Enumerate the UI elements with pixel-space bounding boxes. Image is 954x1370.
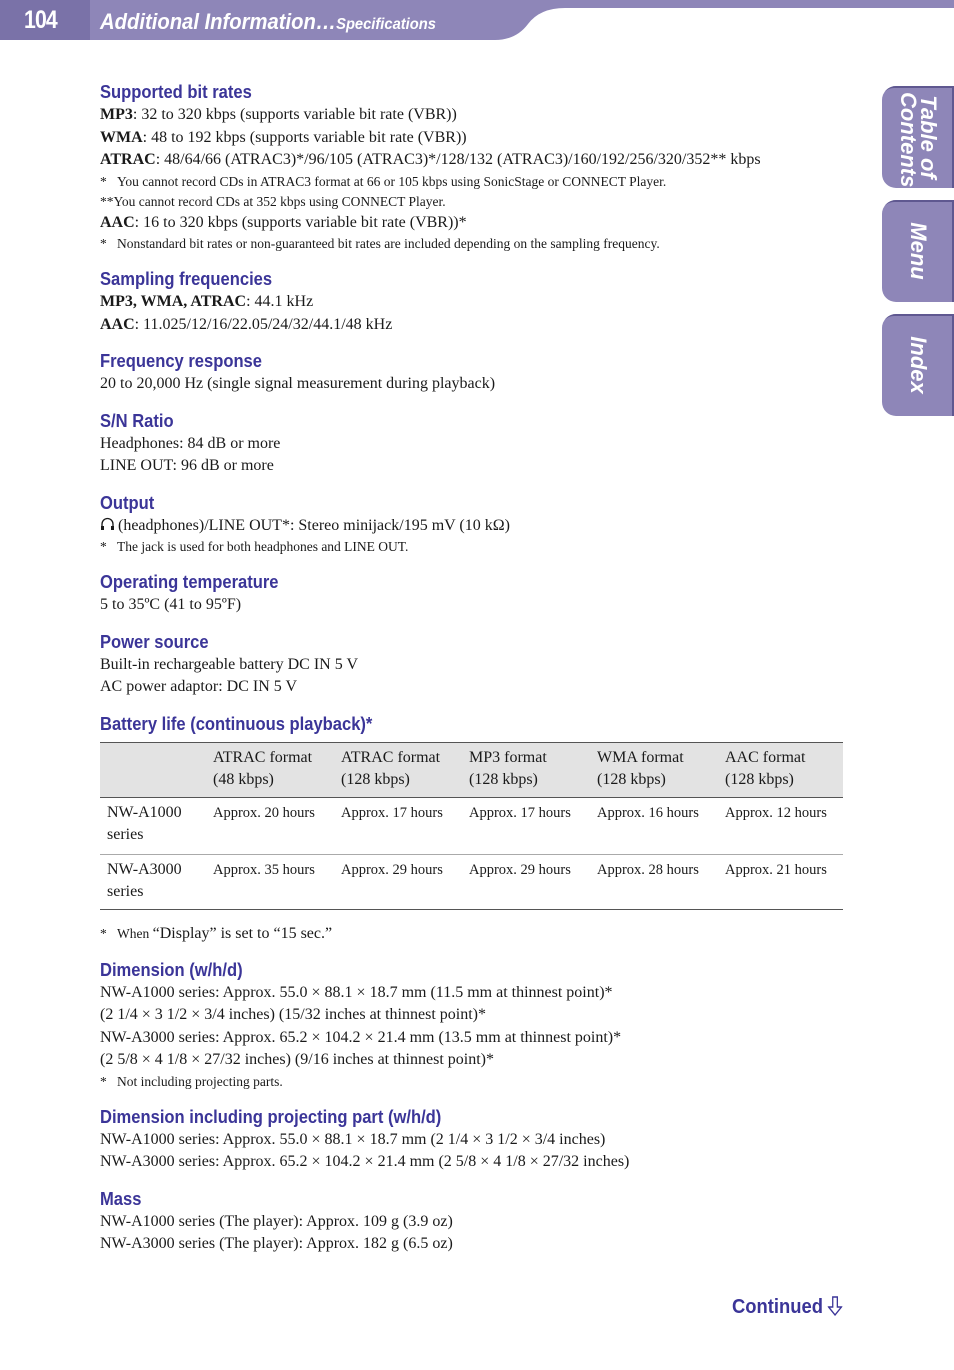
table-cell: Approx. 20 hours [206, 797, 334, 854]
footnote-text: You cannot record CDs at 352 kbps using CONNECT Player. [113, 193, 446, 209]
spec-line: NW-A1000 series: Approx. 55.0 × 88.1 × 18.7 mm (11.5 mm at thinnest point)* [100, 983, 613, 1001]
tab-table-of-contents[interactable] [882, 86, 954, 188]
footnote-mark: * [100, 539, 107, 554]
spec-line: NW-A3000 series: Approx. 65.2 × 104.2 × 21.4 mm (13.5 mm at thinnest point)* [100, 1028, 622, 1046]
spec-key: ATRAC [100, 151, 156, 168]
table-cell: Approx. 17 hours [334, 797, 462, 854]
page-number: 104 [24, 6, 57, 34]
footnote-mark: * [100, 236, 107, 251]
table-header-row [100, 742, 843, 797]
footnote-mark: * [100, 173, 107, 189]
section-heading: Output [100, 492, 155, 513]
spec-line: NW-A3000 series: Approx. 65.2 × 104.2 × 21.4 mm (2 5/8 × 4 1/8 × 27/32 inches) [100, 1153, 630, 1170]
spec-value: : 48 to 192 kbps (supports variable bit rate (VBR)) [142, 128, 467, 146]
spec-line: NW-A1000 series (The player): Approx. 109 g (3.9 oz) [100, 1212, 453, 1230]
table-cell: Approx. 17 hours [462, 797, 590, 854]
spec-line: AC power adaptor: DC IN 5 V [100, 678, 298, 695]
section-heading: Frequency response [100, 351, 262, 371]
table-cell: Approx. 29 hours [334, 854, 462, 909]
spec-value: : 16 to 320 kbps (supports variable bit rate (VBR))* [134, 213, 467, 231]
spec-line [100, 104, 845, 127]
section-operating-temperature [100, 570, 845, 617]
footnote-mark: * [100, 1073, 107, 1089]
spec-line [100, 314, 845, 337]
table-cell: Approx. 35 hours [206, 854, 334, 909]
row-header: NW-A3000 series [100, 854, 206, 909]
spec-line: 20 to 20,000 Hz (single signal measurement during playback) [100, 375, 496, 392]
tab-label: Table of Contents [896, 92, 941, 188]
table-cell: Approx. 16 hours [590, 797, 718, 854]
footnote [100, 924, 845, 944]
column-header: WMA format (128 kbps) [590, 742, 718, 797]
section-output [100, 491, 845, 558]
spec-line: NW-A3000 series (The player): Approx. 182 g (6.5 oz) [100, 1235, 453, 1252]
table-row [100, 797, 843, 854]
footnote-text: Not including projecting parts. [117, 1073, 283, 1089]
spec-value: : 48/64/66 (ATRAC3)*/96/105 (ATRAC3)*/128/132 (ATRAC3)/160/192/256/320/352** kbps [155, 151, 761, 168]
tab-label: Index [906, 336, 931, 394]
footnote [100, 537, 845, 557]
spec-line [100, 212, 845, 235]
spec-line: 5 to 35ºC (41 to 95ºF) [100, 596, 242, 613]
spec-line [100, 149, 845, 172]
tab-index[interactable] [882, 314, 954, 416]
row-header: NW-A1000 series [100, 797, 206, 854]
table-row [100, 854, 843, 909]
continued-link[interactable] [732, 1296, 843, 1319]
section-bit-rates [100, 80, 845, 254]
table-cell: Approx. 29 hours [462, 854, 590, 909]
column-header: ATRAC format (128 kbps) [334, 742, 462, 797]
section-subtitle: Specifications [336, 16, 436, 33]
footnote-text: Nonstandard bit rates or non-guaranteed bit rates are included depending on the sampling frequency. [117, 236, 660, 251]
section-frequency-response [100, 349, 845, 396]
column-header [100, 742, 206, 797]
header-title [100, 9, 436, 35]
table-cell: Approx. 21 hours [718, 854, 843, 909]
tab-label: Menu [906, 222, 931, 280]
spec-line: Built-in rechargeable battery DC IN 5 V [100, 655, 358, 673]
section-heading: Mass [100, 1188, 142, 1209]
section-dimension-projecting [100, 1105, 845, 1174]
column-header: MP3 format (128 kbps) [462, 742, 590, 797]
section-dimension [100, 958, 845, 1092]
section-heading: Supported bit rates [100, 82, 252, 102]
footnote-text: The jack is used for both headphones and LINE OUT. [117, 539, 409, 554]
section-battery-life [100, 712, 845, 944]
spec-key: MP3 [100, 106, 133, 123]
footnote-text: You cannot record CDs in ATRAC3 format at 66 or 105 kbps using SonicStage or CONNECT Player. [117, 173, 667, 189]
column-header: ATRAC format (48 kbps) [206, 742, 334, 797]
section-mass [100, 1187, 845, 1256]
spec-line: LINE OUT: 96 dB or more [100, 457, 274, 474]
spec-line [100, 515, 845, 538]
spec-content [100, 80, 845, 1269]
spec-key: AAC [100, 315, 135, 333]
footnote [100, 192, 845, 212]
spec-value: (headphones)/LINE OUT*: Stereo minijack/195 mV (10 kΩ) [118, 516, 510, 534]
section-heading: Battery life (continuous playback)* [100, 713, 373, 734]
footnote-mark: * [100, 925, 107, 941]
spec-line: NW-A1000 series: Approx. 55.0 × 88.1 × 18.7 mm (2 1/4 × 3 1/2 × 3/4 inches) [100, 1130, 606, 1148]
footnote-text: “Display” is set to “15 sec.” [152, 924, 333, 942]
down-arrow-icon [828, 1296, 843, 1316]
spec-line [100, 291, 845, 314]
section-heading: Dimension (w/h/d) [100, 959, 243, 980]
table-cell: Approx. 12 hours [718, 797, 843, 854]
spec-key: AAC [100, 213, 135, 231]
section-title: Additional Information… [100, 9, 337, 34]
footnote-text: When [117, 925, 153, 941]
section-sampling [100, 267, 845, 336]
tab-menu[interactable] [882, 200, 954, 302]
spec-line: (2 5/8 × 4 1/8 × 27/32 inches) (9/16 inches at thinnest point)* [100, 1051, 494, 1068]
table-cell: Approx. 28 hours [590, 854, 718, 909]
column-header: AAC format (128 kbps) [718, 742, 843, 797]
footnote-mark: ** [100, 193, 114, 209]
spec-line: Headphones: 84 dB or more [100, 434, 281, 452]
headphones-icon [100, 517, 115, 531]
footnote [100, 172, 845, 192]
spec-key: MP3, WMA, ATRAC [100, 293, 247, 310]
section-sn-ratio [100, 409, 845, 478]
spec-value: : 44.1 kHz [246, 293, 314, 310]
continued-label: Continued [732, 1296, 823, 1318]
section-heading: Sampling frequencies [100, 269, 273, 289]
footnote [100, 234, 845, 254]
section-heading: S/N Ratio [100, 410, 174, 431]
spec-line: (2 1/4 × 3 1/2 × 3/4 inches) (15/32 inches at thinnest point)* [100, 1006, 486, 1023]
section-heading: Power source [100, 631, 209, 652]
section-power-source [100, 630, 845, 699]
section-heading: Operating temperature [100, 572, 279, 592]
spec-value: : 32 to 320 kbps (supports variable bit rate (VBR)) [132, 106, 457, 123]
spec-value: : 11.025/12/16/22.05/24/32/44.1/48 kHz [134, 315, 393, 333]
spec-line [100, 127, 845, 150]
section-heading: Dimension including projecting part (w/h/d) [100, 1106, 442, 1127]
spec-key: WMA [100, 128, 143, 146]
battery-life-table [100, 742, 843, 910]
footnote [100, 1072, 845, 1092]
